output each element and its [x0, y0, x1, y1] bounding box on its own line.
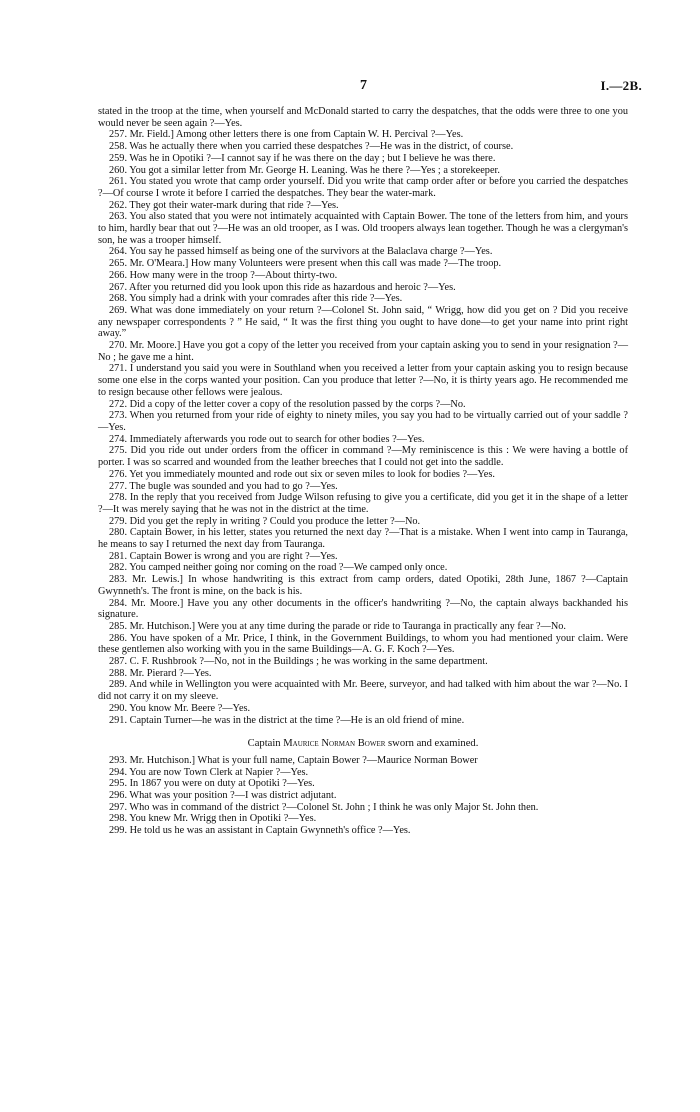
paragraph: 261. You stated you wrote that camp order yourself. Did you write that camp order after or before you carried the despatches ?—Of course I wrote it before I carried the despatches. They bear the water-mark.	[98, 176, 628, 199]
paragraph: 297. Who was in command of the district ?—Colonel St. John ; I think he was only Major St. John then.	[109, 801, 539, 813]
paragraph: 273. When you returned from your ride of eighty to ninety miles, you say you had to be virtually carried out of your saddle ?—Yes.	[98, 410, 628, 433]
paragraph: 262. They got their water-mark during that ride ?—Yes.	[109, 199, 339, 211]
paragraph: 275. Did you ride out under orders from the officer in command ?—My reminiscence is this : We were having a bottle of porter. I was so scarred and wounded from the leather breeches that I could not get into the saddle.	[98, 445, 628, 469]
paragraph: 263. You also stated that you were not intimately acquainted with Captain Bower. The tone of the letters from him, and yours to him, hardly bear that out ?—He was an old trooper, as I was. Old troopers always lean together. Though he was a clergyman's son, he was a trooper himself.	[98, 211, 628, 246]
paragraph: 259. Was he in Opotiki ?—I cannot say if he was there on the day ; but I believe he was there.	[109, 152, 496, 164]
paragraph: 257. Mr. Field.] Among other letters there is one from Captain W. H. Percival ?—Yes.	[109, 129, 464, 141]
paragraph: 288. Mr. Pierard ?—Yes.	[109, 667, 212, 679]
paragraph: 294. You are now Town Clerk at Napier ?—Yes.	[109, 766, 309, 778]
paragraph: 271. I understand you said you were in Southland when you received a letter from your captain asking you to resign because some one else in the corps wanted your position. Can you produce that letter ?—No, it is thirty years ago. He recommended me to resign because other fellows were jealous.	[98, 363, 628, 398]
paragraph: 281. Captain Bower is wrong and you are right ?—Yes.	[109, 550, 338, 562]
witness-name: Maurice Norman Bower	[283, 738, 386, 750]
paragraph: 277. The bugle was sounded and you had to go ?—Yes.	[109, 480, 338, 492]
paragraph: 274. Immediately afterwards you rode out to search for other bodies ?—Yes.	[109, 433, 425, 445]
paragraph: 295. In 1867 you were on duty at Opotiki ?—Yes.	[109, 778, 315, 790]
paragraph: 282. You camped neither going nor coming on the road ?—We camped only once.	[109, 562, 448, 574]
document-body	[98, 106, 628, 837]
paragraph: 272. Did a copy of the letter cover a copy of the resolution passed by the corps ?—No.	[109, 398, 466, 410]
paragraph: 276. Yet you immediately mounted and rode out six or seven miles to look for bodies ?—Yes.	[109, 468, 495, 480]
paragraph: 290. You know Mr. Beere ?—Yes.	[109, 702, 251, 714]
document-reference: I.—2B.	[600, 78, 642, 93]
paragraph: 265. Mr. O'Meara.] How many Volunteers were present when this call was made ?—The troop.	[109, 258, 502, 270]
witness-heading-prefix: Captain	[247, 738, 281, 750]
paragraph: 258. Was he actually there when you carried these despatches ?—He was in the district, of course.	[109, 141, 514, 153]
paragraph: 267. After you returned did you look upon this ride as hazardous and heroic ?—Yes.	[109, 281, 456, 293]
paragraph: 260. You got a similar letter from Mr. George H. Leaning. Was he there ?—Yes ; a storekeeper.	[109, 164, 500, 176]
witness-heading-suffix: sworn and examined.	[388, 738, 479, 750]
paragraph: 278. In the reply that you received from Judge Wilson refusing to give you a certificate, did you get it in the shape of a letter ?—It was merely saying that he was not in the district at the time.	[98, 492, 628, 515]
paragraph: 296. What was your position ?—I was district adjutant.	[109, 790, 337, 802]
paragraph: 285. Mr. Hutchison.] Were you at any time during the parade or ride to Tauranga in practically any fear ?—No.	[109, 620, 566, 632]
paragraph: 293. Mr. Hutchison.] What is your full name, Captain Bower ?—Maurice Norman Bower	[109, 754, 478, 766]
paragraph: 268. You simply had a drink with your comrades after this ride ?—Yes.	[109, 293, 403, 305]
paragraph: 279. Did you get the reply in writing ? Could you produce the letter ?—No.	[109, 515, 421, 527]
paragraph: 266. How many were in the troop ?—About thirty-two.	[109, 269, 338, 281]
paragraph: 284. Mr. Moore.] Have you any other documents in the officer's handwriting ?—No, the captain always backhanded his signature.	[98, 597, 628, 621]
paragraph: 283. Mr. Lewis.] In whose handwriting is this extract from camp orders, dated Opotiki, 28th June, 1867 ?—Captain Gwynneth's. The front is mine, on the back is his.	[98, 574, 628, 597]
paragraph: 286. You have spoken of a Mr. Price, I think, in the Government Buildings, to whom you had mentioned your claim. Were these gentlemen also working with you in the same Buildings—A. G. F. Koch ?—Yes.	[98, 632, 628, 656]
paragraph: 287. C. F. Rushbrook ?—No, not in the Buildings ; he was working in the same department.	[109, 656, 488, 668]
paragraph: 298. You knew Mr. Wrigg then in Opotiki ?—Yes.	[109, 813, 317, 825]
page-number: 7	[360, 78, 367, 93]
paragraph: 280. Captain Bower, in his letter, states you returned the next day ?—That is a mistake. When I went into camp in Tauranga, he means to say I returned the next day from Tauranga.	[98, 527, 628, 551]
paragraph: 289. And while in Wellington you were acquainted with Mr. Beere, surveyor, and had talked with him about the war ?—No. I did not carry it on my sleeve.	[98, 679, 628, 703]
paragraph: stated in the troop at the time, when yourself and McDonald started to carry the despatches, that the odds were three to one you would never be seen again ?—Yes.	[98, 106, 628, 129]
paragraph: 269. What was done immediately on your return ?—Colonel St. John said, “ Wrigg, how did you get on ? Did you receive any newspaper correspondents ? ” He said, “ It was the first thing you ought to have done—to get your name into print right away.”	[98, 304, 628, 340]
paragraph: 270. Mr. Moore.] Have you got a copy of the letter you received from your captain asking you to send in your resignation ?—No ; he gave me a hint.	[98, 340, 628, 363]
paragraph: 291. Captain Turner—he was in the district at the time ?—He is an old friend of mine.	[109, 714, 465, 726]
paragraph: 264. You say he passed himself as being one of the survivors at the Balaclava charge ?—Yes.	[109, 246, 493, 258]
witness-heading	[98, 738, 628, 750]
paragraph: 299. He told us he was an assistant in Captain Gwynneth's office ?—Yes.	[109, 825, 411, 837]
page-header	[0, 78, 700, 94]
